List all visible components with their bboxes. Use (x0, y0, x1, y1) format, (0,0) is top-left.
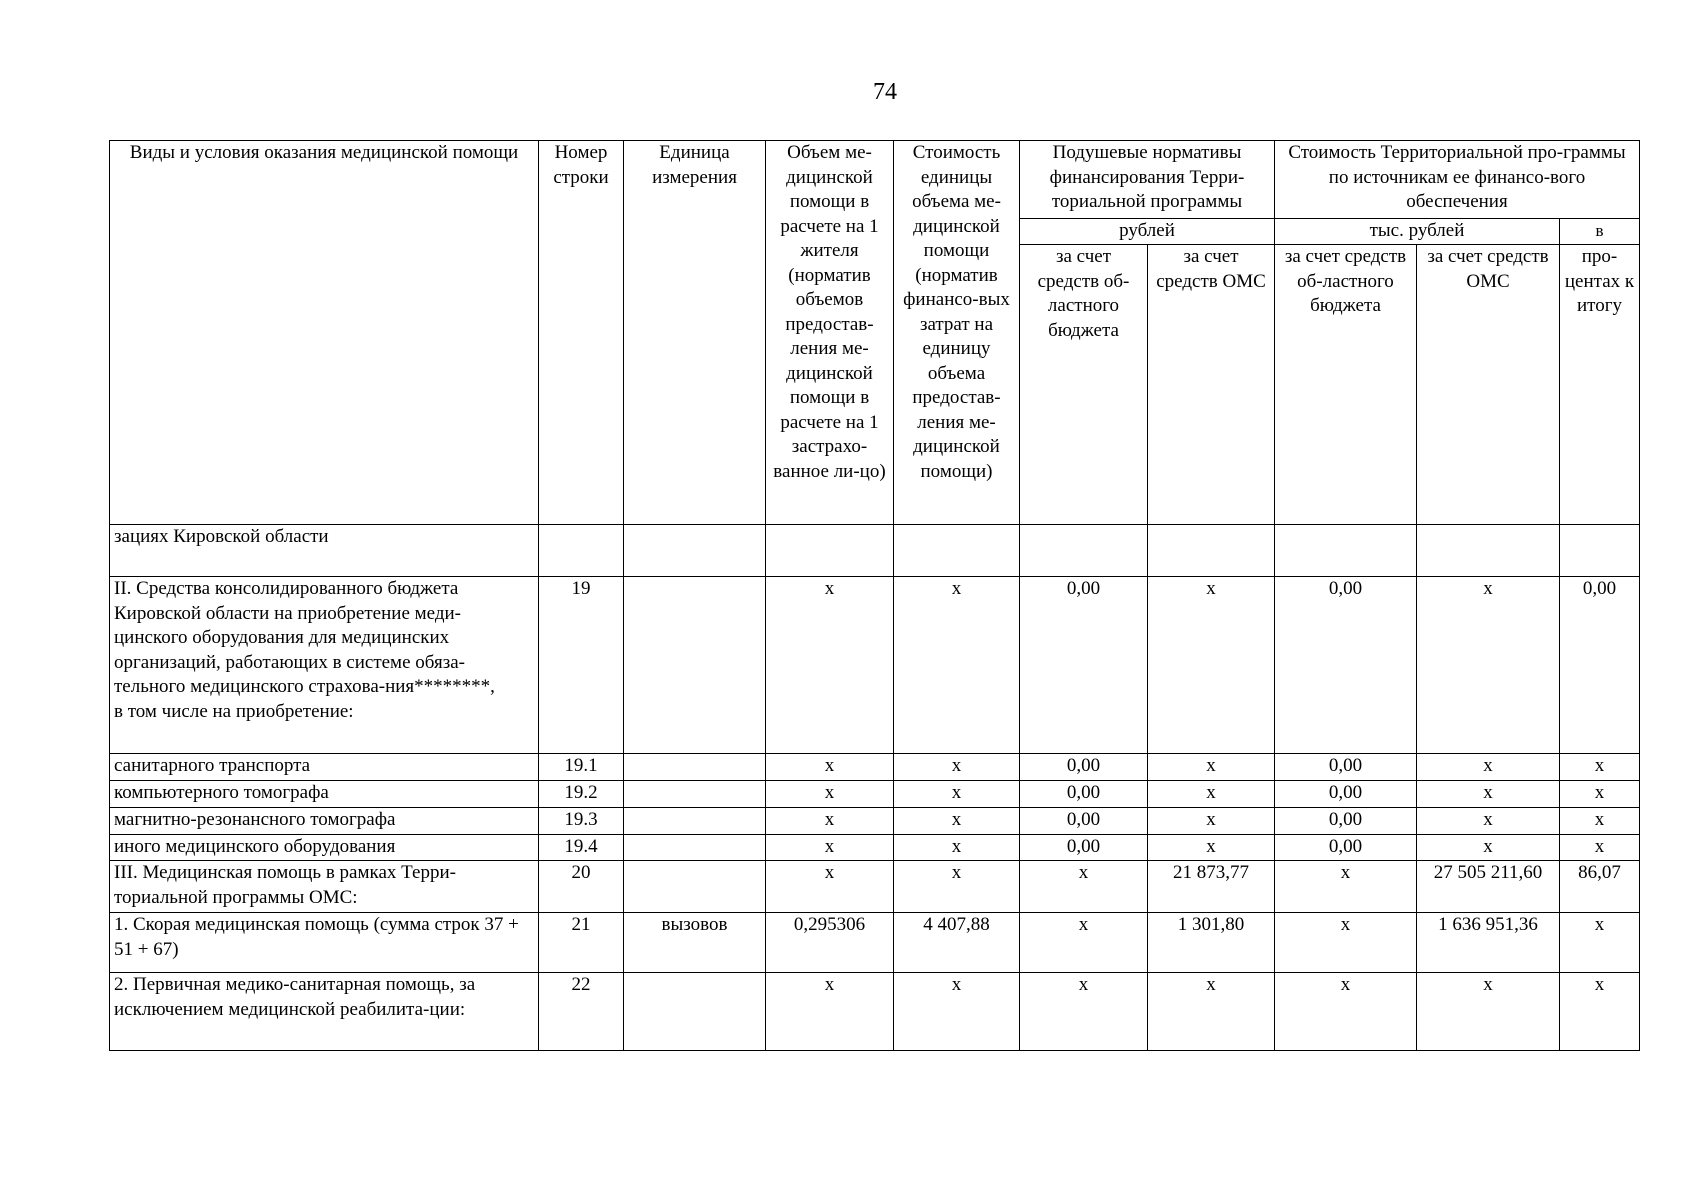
header-kinds: Виды и условия оказания медицинской помощи (110, 141, 539, 525)
row-name (110, 577, 539, 754)
row-percapita-oms: 1 301,80 (1148, 913, 1275, 973)
header-percapita-oms: за счет средств ОМС (1148, 245, 1275, 525)
row-name: санитарного транспорта (110, 754, 539, 781)
row-cost-budget: 0,00 (1275, 835, 1417, 861)
header-unit-thousand-rubles: тыс. рублей (1275, 219, 1560, 245)
header-cost-budget: за счет средств об-ластного бюджета (1275, 245, 1417, 525)
row-unit-cost: х (894, 861, 1020, 913)
row-cost-budget (1275, 525, 1417, 577)
row-unit (624, 525, 766, 577)
header-unit-percent: в (1560, 219, 1640, 245)
row-name: иного медицинского оборудования (110, 835, 539, 861)
header-unit: Единица измерения (624, 141, 766, 525)
row-volume: х (766, 973, 894, 1051)
row-unit: вызовов (624, 913, 766, 973)
row-percapita-budget (1020, 525, 1148, 577)
row-cost-oms: 1 636 951,36 (1417, 913, 1560, 973)
row-number: 19 (539, 577, 624, 754)
row-volume: х (766, 808, 894, 835)
row-cost-budget: 0,00 (1275, 754, 1417, 781)
row-percapita-budget: 0,00 (1020, 835, 1148, 861)
row-unit (624, 754, 766, 781)
row-percapita-oms: х (1148, 835, 1275, 861)
header-row-1 (110, 141, 1640, 219)
row-unit-cost: х (894, 808, 1020, 835)
header-row-number: Номер строки (539, 141, 624, 525)
row-unit-cost: х (894, 754, 1020, 781)
row-name-extra: в том числе на приобретение: (114, 700, 354, 722)
row-unit (624, 973, 766, 1051)
row-cost-budget: 0,00 (1275, 577, 1417, 754)
header-unit-rubles: рублей (1020, 219, 1275, 245)
row-percapita-oms: х (1148, 577, 1275, 754)
header-cost-group: Стоимость Территориальной про-граммы по источникам ее финансо-вого обеспечения (1275, 141, 1640, 219)
row-number: 19.1 (539, 754, 624, 781)
financing-table (109, 140, 1640, 1051)
table-row (110, 525, 1640, 577)
row-unit (624, 781, 766, 808)
row-unit-cost: х (894, 781, 1020, 808)
table-row (110, 808, 1640, 835)
row-percent: х (1560, 808, 1640, 835)
row-percapita-oms: х (1148, 973, 1275, 1051)
header-percapita-budget: за счет средств об-ластного бюджета (1020, 245, 1148, 525)
row-name: зациях Кировской области (110, 525, 539, 577)
row-cost-budget: 0,00 (1275, 781, 1417, 808)
row-percent: х (1560, 913, 1640, 973)
row-percapita-budget: х (1020, 913, 1148, 973)
table-row (110, 754, 1640, 781)
row-name: III. Медицинская помощь в рамках Терри-ториальной программы ОМС: (110, 861, 539, 913)
row-cost-oms: х (1417, 577, 1560, 754)
row-percent: х (1560, 973, 1640, 1051)
row-number: 20 (539, 861, 624, 913)
row-number: 22 (539, 973, 624, 1051)
row-unit-cost (894, 525, 1020, 577)
row-name-main: II. Средства консолидированного бюджета Кировской области на приобретение меди-цинского оборудования для медицинских организаций, работающих в системе обяза-тельного медицинского страхова-ния********, (114, 578, 495, 697)
row-percent: х (1560, 781, 1640, 808)
row-percapita-budget: х (1020, 973, 1148, 1051)
row-unit (624, 861, 766, 913)
row-number (539, 525, 624, 577)
row-cost-budget: 0,00 (1275, 808, 1417, 835)
row-unit-cost: х (894, 835, 1020, 861)
header-cost-oms: за счет средств ОМС (1417, 245, 1560, 525)
row-percapita-oms: х (1148, 781, 1275, 808)
row-name: 1. Скорая медицинская помощь (сумма строк 37 + 51 + 67) (110, 913, 539, 973)
row-volume: х (766, 781, 894, 808)
row-percent: х (1560, 835, 1640, 861)
row-percapita-budget: 0,00 (1020, 781, 1148, 808)
row-percapita-budget: 0,00 (1020, 754, 1148, 781)
table-row (110, 861, 1640, 913)
row-percapita-budget: 0,00 (1020, 808, 1148, 835)
row-volume: х (766, 754, 894, 781)
row-percent: х (1560, 754, 1640, 781)
row-percapita-oms (1148, 525, 1275, 577)
page-number: 74 (873, 79, 897, 105)
row-cost-budget: х (1275, 913, 1417, 973)
row-unit-cost: х (894, 973, 1020, 1051)
row-number: 21 (539, 913, 624, 973)
row-cost-oms: х (1417, 754, 1560, 781)
row-volume (766, 525, 894, 577)
row-volume: х (766, 577, 894, 754)
row-unit (624, 808, 766, 835)
row-cost-oms: 27 505 211,60 (1417, 861, 1560, 913)
row-percapita-oms: х (1148, 754, 1275, 781)
row-name: магнитно-резонансного томографа (110, 808, 539, 835)
header-percapita-group: Подушевые нормативы финансирования Терри-ториальной программы (1020, 141, 1275, 219)
row-cost-budget: х (1275, 973, 1417, 1051)
table-row (110, 835, 1640, 861)
row-number: 19.4 (539, 835, 624, 861)
row-unit (624, 835, 766, 861)
row-percent (1560, 525, 1640, 577)
row-volume: 0,295306 (766, 913, 894, 973)
row-percent: 0,00 (1560, 577, 1640, 754)
table-row (110, 577, 1640, 754)
header-volume: Объем ме-дицинской помощи в расчете на 1 жителя (норматив объемов предостав-ления ме-дицинской помощи в расчете на 1 застрахо-ванное ли-цо) (766, 141, 894, 525)
header-percent-of-total: про-центах к итогу (1560, 245, 1640, 525)
row-name: компьютерного томографа (110, 781, 539, 808)
row-number: 19.2 (539, 781, 624, 808)
row-number: 19.3 (539, 808, 624, 835)
row-percapita-oms: 21 873,77 (1148, 861, 1275, 913)
row-unit-cost: 4 407,88 (894, 913, 1020, 973)
row-volume: х (766, 861, 894, 913)
row-unit (624, 577, 766, 754)
row-cost-budget: х (1275, 861, 1417, 913)
row-cost-oms: х (1417, 808, 1560, 835)
row-name: 2. Первичная медико-санитарная помощь, за исключением медицинской реабилита-ции: (110, 973, 539, 1051)
row-percent: 86,07 (1560, 861, 1640, 913)
row-cost-oms (1417, 525, 1560, 577)
row-percapita-budget: х (1020, 861, 1148, 913)
row-volume: х (766, 835, 894, 861)
header-unit-cost: Стоимость единицы объема ме-дицинской помощи (норматив финансо-вых затрат на единицу объема предостав-ления ме-дицинской помощи) (894, 141, 1020, 525)
row-cost-oms: х (1417, 835, 1560, 861)
table-row (110, 913, 1640, 973)
row-percapita-budget: 0,00 (1020, 577, 1148, 754)
row-cost-oms: х (1417, 973, 1560, 1051)
row-cost-oms: х (1417, 781, 1560, 808)
row-unit-cost: х (894, 577, 1020, 754)
table-row (110, 781, 1640, 808)
table-row (110, 973, 1640, 1051)
row-percapita-oms: х (1148, 808, 1275, 835)
